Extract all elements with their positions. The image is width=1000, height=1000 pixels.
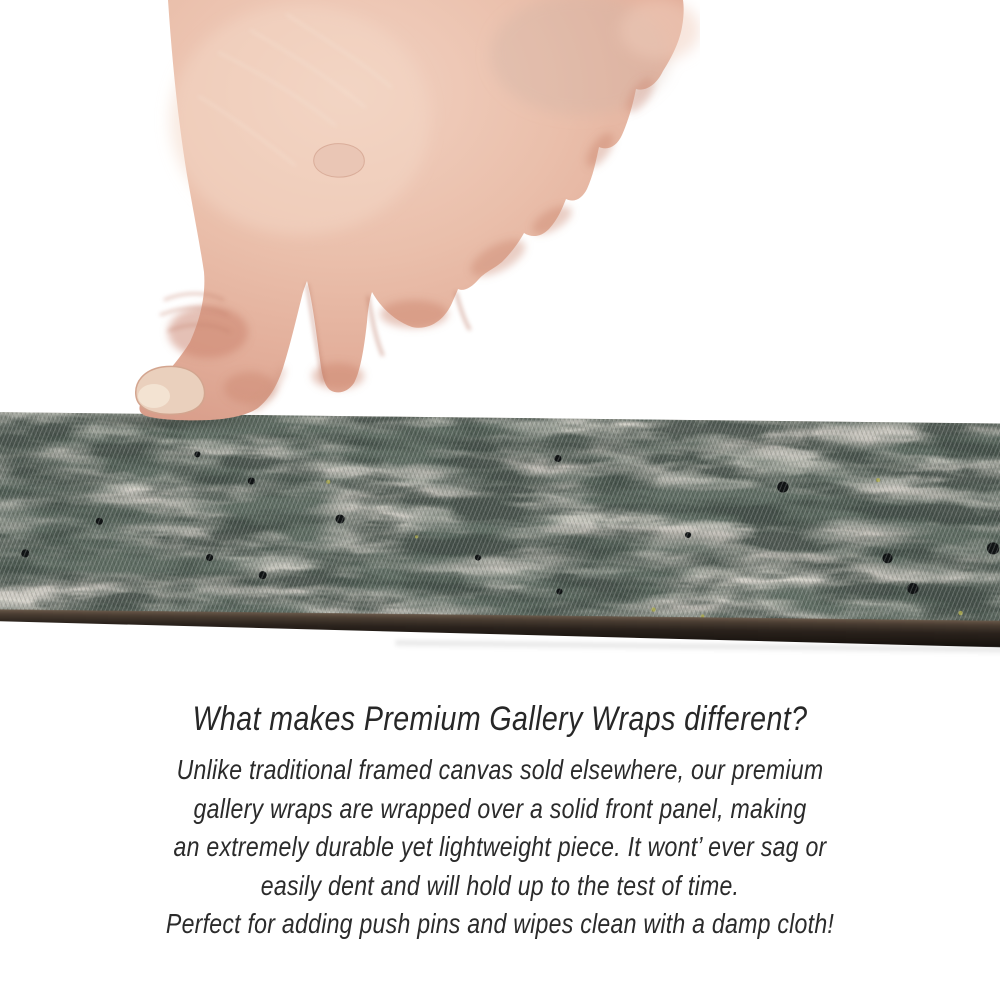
canvas-fabric-texture — [0, 412, 1000, 622]
canvas-edge-strip — [0, 412, 1000, 650]
hand-pressing-thumb-photo — [100, 0, 700, 430]
body-line-5: Perfect for adding push pins and wipes clean with a damp cloth! — [165, 908, 835, 940]
body-copy — [80, 751, 920, 944]
body-line-2: gallery wraps are wrapped over a solid front panel, making — [193, 792, 807, 824]
body-line-1: Unlike traditional framed canvas sold elsewhere, our premium — [176, 754, 824, 785]
body-line-4: easily dent and will hold up to the test of time. — [260, 869, 740, 901]
index-fingernail — [314, 144, 365, 177]
body-line-3: an extremely durable yet lightweight piece. It wont’ ever sag or — [173, 831, 827, 863]
headline: What makes Premium Gallery Wraps different? — [192, 700, 808, 738]
canvas-weave-pattern — [0, 412, 1000, 622]
